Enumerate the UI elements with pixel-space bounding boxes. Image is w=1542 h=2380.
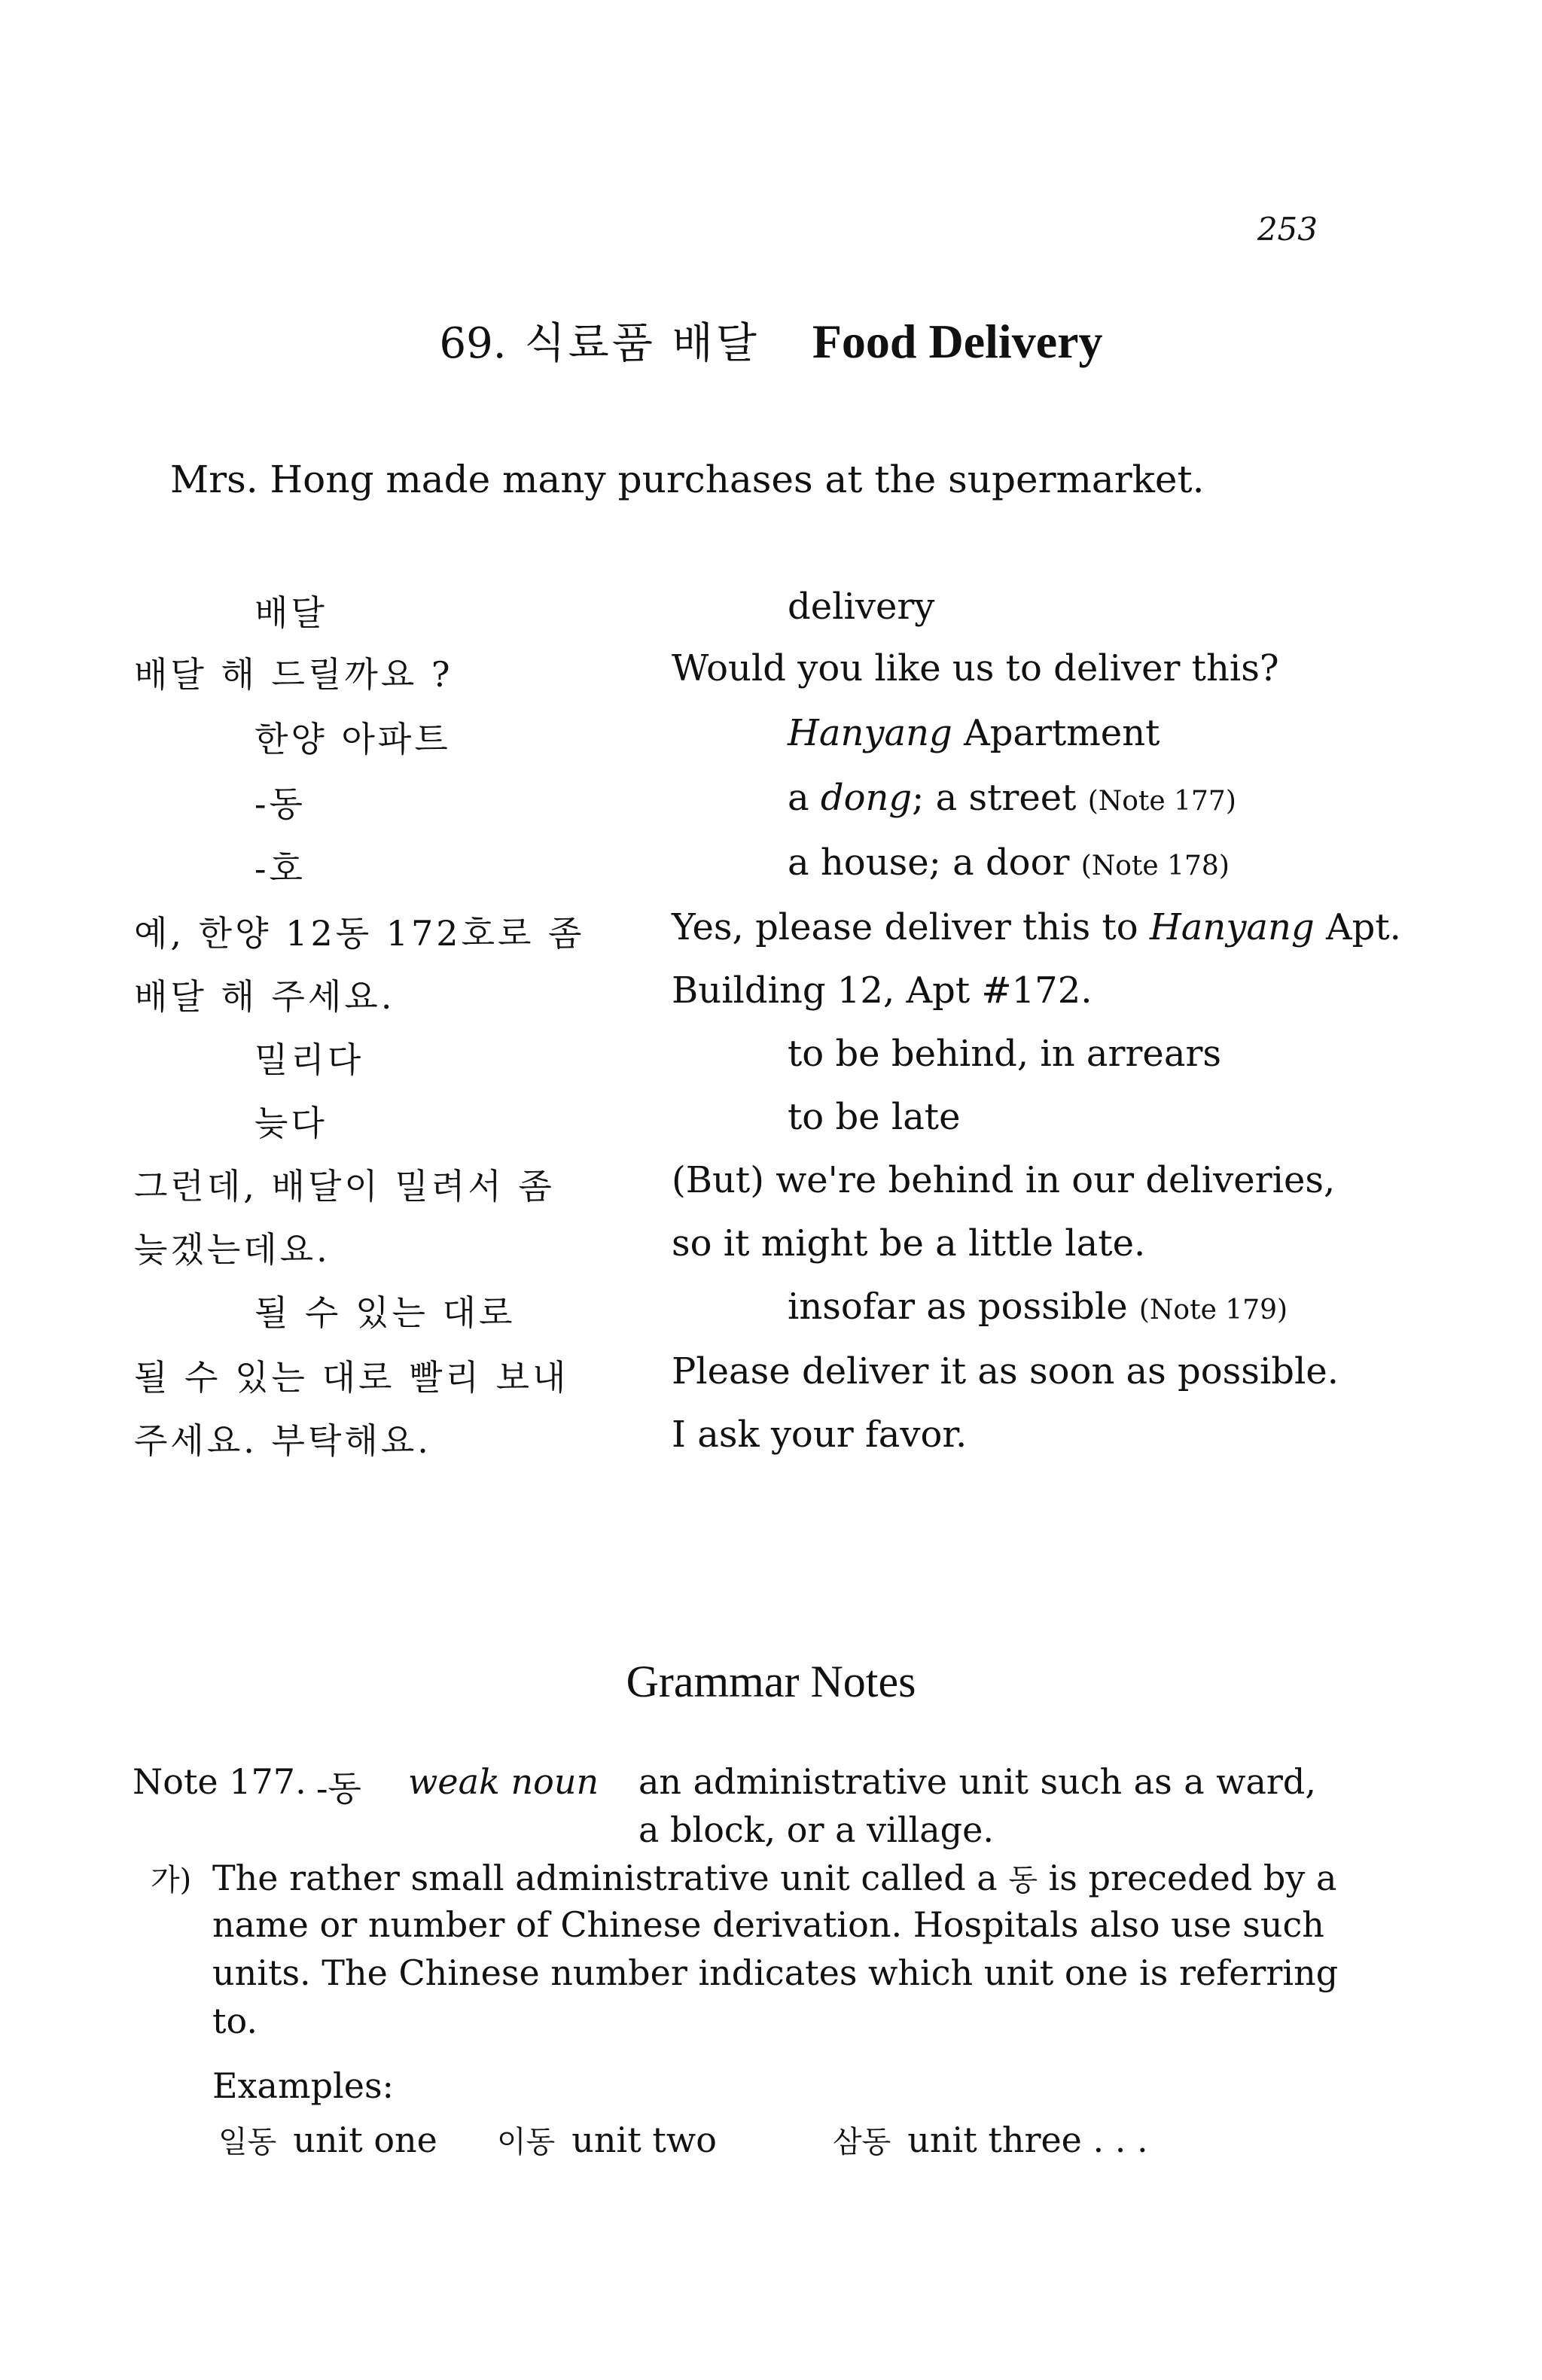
vocab-english: to be late bbox=[788, 1096, 961, 1138]
vocab-english bbox=[672, 906, 1401, 948]
lesson-title bbox=[0, 310, 1542, 370]
example-item bbox=[833, 2118, 1148, 2161]
paragraph-line: to. bbox=[212, 2001, 258, 2041]
lesson-title-english: Food Delivery bbox=[812, 315, 1103, 368]
vocab-english-italic: Hanyang bbox=[1149, 906, 1315, 948]
vocab-korean: -호 bbox=[254, 848, 306, 889]
note-177-definition-cont: a block, or a village. bbox=[638, 1809, 994, 1850]
vocab-korean: 주세요. 부탁해요. bbox=[134, 1420, 431, 1461]
vocab-english: I ask your favor. bbox=[672, 1414, 968, 1456]
vocab-korean: 배달 bbox=[254, 592, 328, 633]
vocab-english bbox=[788, 842, 1230, 884]
vocab-english: so it might be a little late. bbox=[672, 1222, 1146, 1265]
paragraph-marker: 가) bbox=[151, 1863, 192, 1898]
vocab-english bbox=[788, 777, 1236, 819]
note-177-form: -동 bbox=[316, 1768, 361, 1809]
vocab-english: (But) we're behind in our deliveries, bbox=[672, 1159, 1336, 1201]
paragraph-line: name or number of Chinese derivation. Hospitals also use such bbox=[212, 1904, 1324, 1945]
vocab-english: delivery bbox=[788, 586, 935, 628]
vocab-korean: 밀리다 bbox=[254, 1039, 364, 1080]
vocab-english: Please deliver it as soon as possible. bbox=[672, 1350, 1339, 1392]
vocab-english: Would you like us to deliver this? bbox=[672, 647, 1279, 689]
example-english: unit two bbox=[571, 2120, 717, 2160]
example-item bbox=[218, 2118, 437, 2161]
vocab-korean: 늦겠는데요. bbox=[134, 1229, 331, 1270]
vocab-korean: 예, 한양 12동 172호로 좀 bbox=[134, 913, 585, 954]
intro-sentence: Mrs. Hong made many purchases at the supermarket. bbox=[170, 458, 1205, 501]
example-korean: 일동 bbox=[218, 2125, 277, 2159]
example-korean: 이동 bbox=[497, 2125, 556, 2159]
note-reference: (Note 177) bbox=[1087, 786, 1236, 817]
vocab-english-rest: Apt. bbox=[1314, 906, 1401, 948]
vocab-korean: 배달 해 주세요. bbox=[134, 976, 395, 1017]
vocab-english: Building 12, Apt #172. bbox=[672, 969, 1093, 1012]
paragraph-line: The rather small administrative unit called a 동 is preceded by a bbox=[212, 1858, 1337, 1898]
vocab-english-italic: Hanyang bbox=[788, 712, 952, 754]
vocab-english-rest: Apartment bbox=[952, 712, 1160, 754]
note-177-category: weak noun bbox=[408, 1761, 599, 1802]
vocab-english-rest: ; a street bbox=[912, 777, 1077, 819]
vocab-korean: 될 수 있는 대로 bbox=[254, 1292, 516, 1333]
vocab-english bbox=[788, 712, 1160, 754]
paragraph-line: units. The Chinese number indicates which unit one is referring bbox=[212, 1952, 1339, 1993]
vocab-english-pre: Yes, please deliver this to bbox=[672, 906, 1150, 948]
page-number: 253 bbox=[1257, 211, 1318, 248]
vocab-english-pre: a bbox=[788, 777, 821, 819]
vocab-korean: 그런데, 배달이 밀려서 좀 bbox=[134, 1166, 555, 1207]
example-english: unit one bbox=[293, 2120, 437, 2160]
vocab-english-italic: dong bbox=[820, 777, 913, 819]
grammar-notes-heading: Grammar Notes bbox=[626, 1657, 916, 1706]
vocab-korean: -동 bbox=[254, 784, 306, 824]
note-177-definition: an administrative unit such as a ward, bbox=[638, 1761, 1316, 1802]
vocab-english: to be behind, in arrears bbox=[788, 1033, 1222, 1075]
vocab-english-rest: insofar as possible bbox=[788, 1286, 1128, 1328]
lesson-title-korean: 식료품 배달 bbox=[524, 319, 760, 368]
lesson-number: 69. bbox=[439, 319, 507, 368]
example-english: unit three . . . bbox=[907, 2120, 1148, 2160]
note-177-label: Note 177. bbox=[133, 1761, 306, 1802]
vocab-korean: 배달 해 드릴까요 ? bbox=[134, 654, 453, 695]
vocab-korean: 한양 아파트 bbox=[254, 719, 451, 759]
vocab-korean: 될 수 있는 대로 빨리 보내 bbox=[134, 1357, 569, 1398]
vocab-korean: 늦다 bbox=[254, 1103, 328, 1143]
note-reference: (Note 178) bbox=[1080, 851, 1230, 881]
example-item bbox=[497, 2118, 717, 2161]
note-reference: (Note 179) bbox=[1138, 1295, 1288, 1325]
vocab-english-rest: a house; a door bbox=[788, 842, 1070, 884]
examples-label: Examples: bbox=[212, 2065, 395, 2106]
vocab-english bbox=[788, 1286, 1288, 1328]
example-korean: 삼동 bbox=[833, 2125, 891, 2159]
